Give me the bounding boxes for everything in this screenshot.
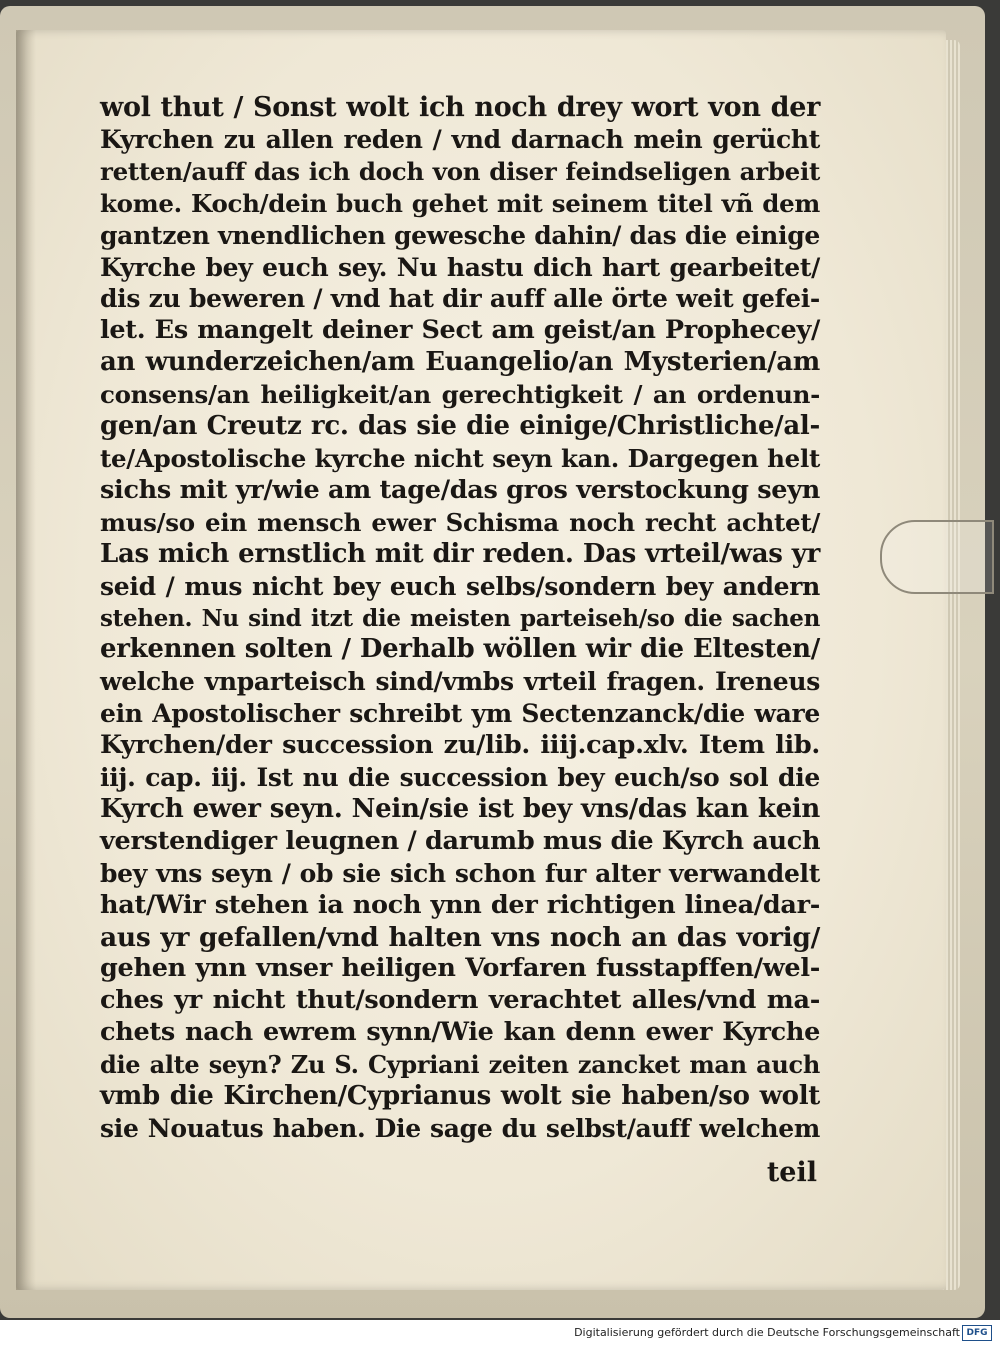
page-gutter-shadow: [16, 30, 36, 1290]
text-line: bey vns seyn / ob sie sich schon fur alter verwandelt: [100, 858, 820, 888]
footer-credit: Digitalisierung gefördert durch die Deutsche Forschungsgemeinschaft: [574, 1326, 960, 1339]
text-line: Kyrche bey euch sey. Nu hastu dich hart gearbeitet/: [100, 252, 820, 282]
text-line: an wunderzeichen/am Euangelio/an Mysterien/am: [100, 347, 820, 378]
text-line: sie Nouatus haben. Die sage du selbst/auff welchem: [100, 1114, 820, 1143]
text-line: ein Apostolischer schreibt ym Sectenzanck/die ware: [100, 699, 820, 729]
text-line: te/Apostolische kyrche nicht seyn kan. Dargegen helt: [100, 443, 820, 473]
text-line: iij. cap. iij. Ist nu die succession bey euch/so sol die: [100, 763, 820, 793]
text-line: Kyrchen zu allen reden / vnd darnach mein gerücht: [100, 124, 820, 154]
text-line: hat/Wir stehen ia noch ynn der richtigen linea/dar-: [100, 889, 820, 920]
text-line: vmb die Kirchen/Cyprianus wolt sie haben/so wolt: [100, 1081, 820, 1112]
text-line: Kyrch ewer seyn. Nein/sie ist bey vns/das kan kein: [100, 793, 820, 824]
text-line: welche vnparteisch sind/vmbs vrteil fragen. Ireneus: [100, 667, 820, 697]
text-line: gehen ynn vnser heiligen Vorfaren fusstapffen/wel-: [100, 953, 820, 984]
catchword: teil: [766, 1157, 817, 1188]
text-line: wol thut / Sonst wolt ich noch drey wort von der: [100, 92, 820, 123]
text-line: stehen. Nu sind itzt die meisten parteiseh/so die sachen: [100, 604, 820, 632]
text-line: chets nach ewrem synn/Wie kan denn ewer Kyrche: [100, 1017, 820, 1048]
page-clip: [880, 520, 994, 594]
text-line: gantzen vnendlichen gewesche dahin/ das die einige: [100, 220, 820, 250]
text-line: erkennen solten / Derhalb wöllen wir die Eltesten/: [100, 634, 820, 665]
text-line: mus/so ein mensch ewer Schisma noch recht achtet/: [100, 507, 820, 537]
footer-bar: [0, 1320, 1000, 1345]
dfg-logo: DFG: [962, 1325, 992, 1341]
text-line: gen/an Creutz rc. das sie die einige/Christliche/al-: [100, 411, 820, 442]
text-line: sichs mit yr/wie am tage/das gros verstockung seyn: [100, 474, 820, 505]
text-line: die alte seyn? Zu S. Cypriani zeiten zancket man auch: [100, 1050, 820, 1080]
text-line: Las mich ernstlich mit dir reden. Das vrteil/was yr: [100, 538, 820, 569]
text-line: dis zu beweren / vnd hat dir auff alle örte weit gefei-: [100, 284, 820, 314]
page-text: [100, 92, 820, 1145]
text-line: consens/an heiligkeit/an gerechtigkeit / an ordenun-: [100, 380, 820, 410]
text-line: let. Es mangelt deiner Sect am geist/an Prophecey/: [100, 315, 820, 346]
text-line: retten/auff das ich doch von diser feindseligen arbeit: [100, 156, 820, 186]
text-line: Kyrchen/der succession zu/lib. iiij.cap.xlv. Item lib.: [100, 730, 820, 761]
text-line: ches yr nicht thut/sondern verachtet alles/vnd ma-: [100, 985, 820, 1016]
text-line: verstendiger leugnen / darumb mus die Kyrch auch: [100, 825, 821, 856]
text-line: aus yr gefallen/vnd halten vns noch an das vorig/: [100, 921, 820, 953]
text-line: seid / mus nicht bey euch selbs/sondern bey andern: [100, 571, 820, 601]
text-line: kome. Koch/dein buch gehet mit seinem titel vñ dem: [100, 188, 820, 218]
